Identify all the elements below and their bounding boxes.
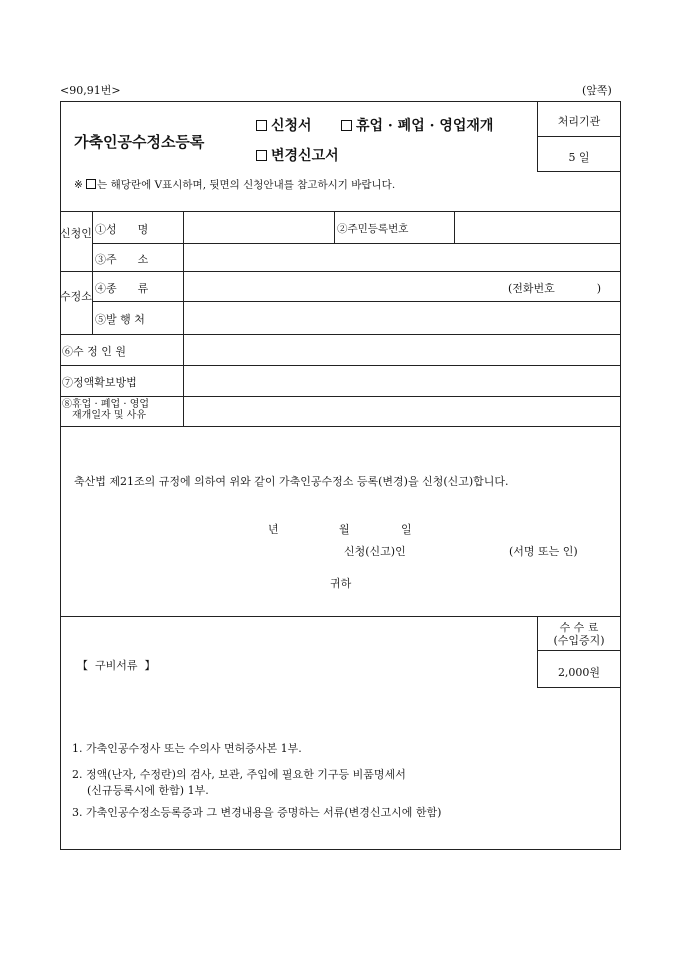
applicant-group-label: 신청인 [60,227,92,240]
required-documents-heading: 【 구비서류 】 [77,659,156,672]
checkbox[interactable] [341,120,352,131]
declaration-statement: 축산법 제21조의 규정에 의하여 위와 같이 가축인공수정소 등록(변경)을 신청(신고)합니다. [74,475,509,488]
checkbox-sample [86,179,96,189]
year-label: 년 [268,523,279,536]
recipient-label: 귀하 [330,577,352,590]
phone-label: (전화번호 ) [508,282,602,295]
form-title: 가축인공수정소등록 [74,133,205,151]
name-field[interactable] [186,214,331,241]
suspension-label: ⑧휴업 · 폐업 · 영업 재개일자 및 사유 [62,399,150,421]
day-label: 일 [401,523,412,536]
type-label: ④종 류 [95,282,149,295]
notice: ※ 는 해당란에 V표시하며, 뒷면의 신청안내를 참고하시기 바랍니다. [74,179,396,191]
issuer-label: ⑤발 행 처 [95,313,145,326]
applicant-signature-label: 신청(신고)인 [344,545,406,558]
document-item-1: 1. 가축인공수정사 또는 수의사 면허증사본 1부. [72,742,302,755]
inseminator-label: ⑥수 정 인 원 [62,345,126,358]
rrn-label: ②주민등록번호 [337,223,409,235]
month-label: 월 [339,523,350,536]
semen-method-field[interactable] [186,368,616,394]
form-number: <90,91번> [60,84,121,97]
option-change-report[interactable]: 변경신고서 [256,145,339,165]
page-side: (앞쪽) [582,84,612,97]
type-field[interactable] [186,274,486,299]
document-item-3: 3. 가축인공수정소등록증과 그 변경내용을 증명하는 서류(변경신고시에 한함) [72,806,442,819]
processing-agency-label: 처리기관 [557,115,601,128]
document-item-2-cont: (신규등록시에 한함) 1부. [87,784,209,797]
document-item-2: 2. 정액(난자, 수정란)의 검사, 보관, 주입에 필요한 기구등 비품명세서 [72,768,406,781]
fee-label: 수 수 료 (수입증지) [553,621,605,647]
station-group-label: 수정소 [60,290,92,303]
option-application[interactable]: 신청서 [256,115,312,135]
semen-method-label: ⑦정액확보방법 [62,376,137,389]
checkbox[interactable] [256,150,267,161]
rrn-field[interactable] [457,214,617,241]
issuer-field[interactable] [186,304,616,332]
name-label: ①성 명 [95,223,149,236]
checkbox[interactable] [256,120,267,131]
sign-or-seal: (서명 또는 인) [509,545,578,558]
processing-period: 5 일 [568,151,590,164]
address-label: ③주 소 [95,253,149,266]
suspension-field[interactable] [186,399,616,424]
option-suspension[interactable]: 휴업 · 폐업 · 영업재개 [341,115,493,135]
fee-amount: 2,000원 [557,666,601,679]
inseminator-field[interactable] [186,337,616,363]
address-field[interactable] [186,246,616,269]
